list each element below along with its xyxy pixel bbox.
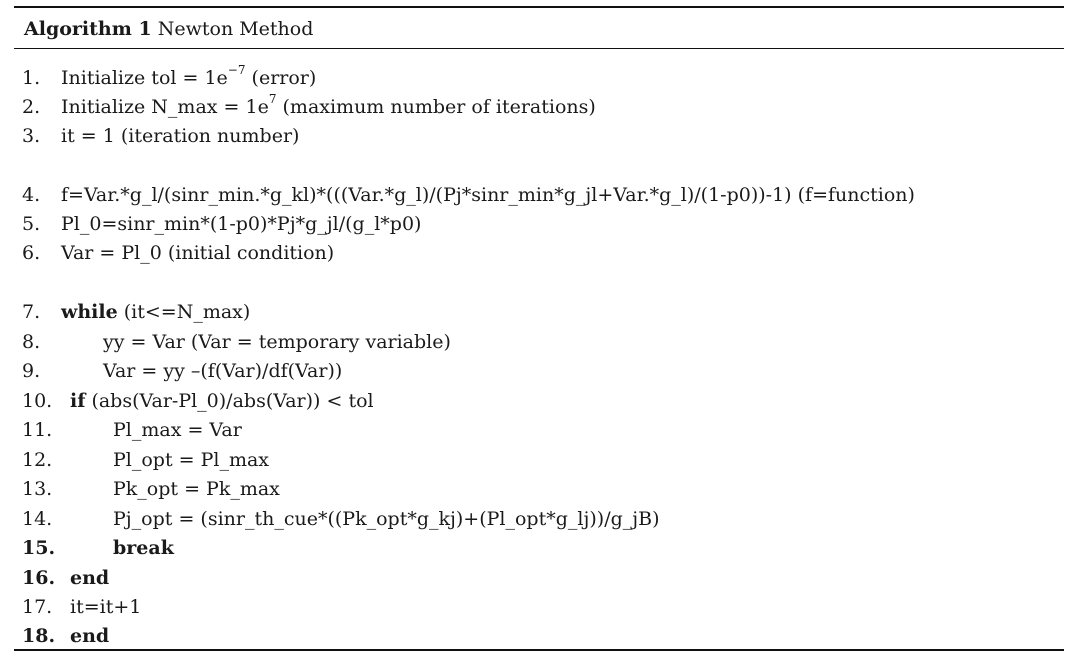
line-number: 6.: [22, 242, 41, 264]
line-code: [61, 91, 596, 120]
line-number: 1.: [22, 67, 41, 89]
line-number: 8.: [22, 331, 41, 353]
line-number: 12.: [22, 449, 53, 471]
caption-title: Newton Method: [157, 18, 314, 40]
keyword-if: if: [70, 390, 86, 412]
code-text: Initialize N_max = 1e: [61, 96, 269, 118]
line-number: 2.: [22, 96, 41, 118]
line-code: it = 1 (iteration number): [61, 125, 300, 147]
line-code: Var = yy –(f(Var)/df(Var)): [103, 360, 343, 382]
caption-label: Algorithm 1: [24, 18, 152, 40]
top-rule: [14, 6, 1064, 8]
keyword-break: break: [113, 537, 174, 559]
line-number: 9.: [22, 360, 41, 382]
line-number: 4.: [22, 184, 41, 206]
line-number: 14.: [22, 508, 53, 530]
keyword-end: end: [70, 625, 110, 647]
line-code: it=it+1: [70, 596, 142, 618]
keyword-end: end: [70, 567, 110, 589]
caption-rule: [14, 48, 1064, 49]
line-code: [61, 62, 317, 91]
line-code: yy = Var (Var = temporary variable): [103, 331, 451, 353]
algorithm-box: [14, 6, 1064, 651]
line-code: Pj_opt = (sinr_th_cue*((Pk_opt*g_kj)+(Pl_opt*g_lj))/g_jB): [113, 508, 660, 530]
exponent: 7: [268, 91, 277, 106]
code-text: (abs(Var-Pl_0)/abs(Var)) < tol: [85, 390, 374, 412]
algorithm-caption: [24, 16, 313, 42]
line-code: [61, 299, 250, 325]
line-number: 11.: [22, 419, 53, 441]
line-number: 15.: [22, 537, 56, 559]
line-number: 18.: [22, 625, 56, 647]
line-code: Var = Pl_0 (initial condition): [61, 242, 335, 264]
line-number: 13.: [22, 478, 53, 500]
code-text: (it<=N_max): [117, 301, 251, 323]
line-number: 10.: [22, 390, 53, 412]
line-code: [70, 388, 374, 414]
line-code: f=Var.*g_l/(sinr_min.*g_kl)*(((Var.*g_l)/(Pj*sinr_min*g_jl+Var.*g_l)/(1-p0))-1) (f=function): [61, 184, 915, 206]
code-comment: (error): [245, 67, 317, 89]
line-number: 16.: [22, 567, 56, 589]
line-number: 5.: [22, 213, 41, 235]
line-number: 17.: [22, 596, 53, 618]
line-code: Pl_0=sinr_min*(1-p0)*Pj*g_jl/(g_l*p0): [61, 213, 422, 235]
line-code: Pl_max = Var: [113, 419, 242, 441]
exponent: −7: [227, 62, 246, 77]
line-number: 7.: [22, 301, 41, 323]
keyword-while: while: [61, 301, 118, 323]
code-comment: (maximum number of iterations): [276, 96, 596, 118]
code-text: Initialize tol = 1e: [61, 67, 228, 89]
line-code: Pl_opt = Pl_max: [113, 449, 270, 471]
bottom-rule: [14, 649, 1064, 651]
line-code: Pk_opt = Pk_max: [113, 478, 280, 500]
line-number: 3.: [22, 125, 41, 147]
